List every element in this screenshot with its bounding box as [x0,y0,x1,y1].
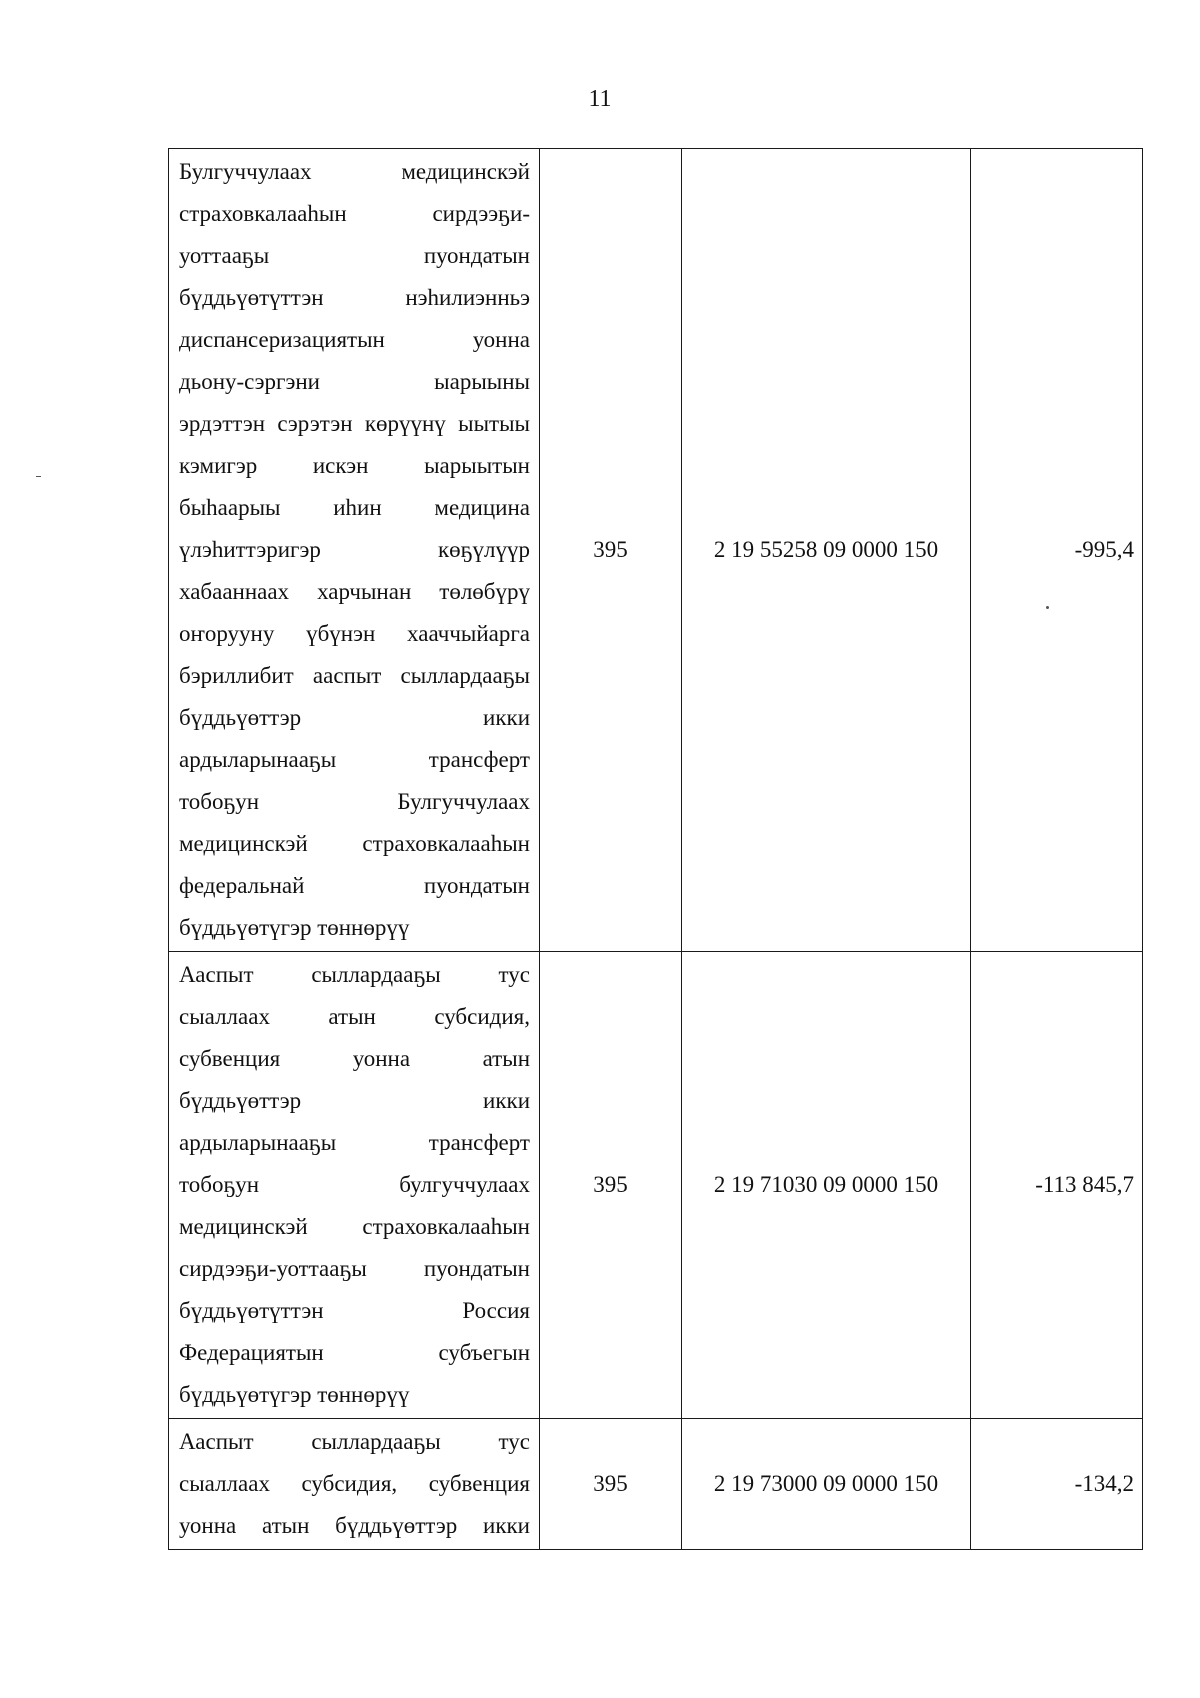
amount-cell: -995,4 [971,149,1143,952]
amount-cell: -113 845,7 [971,952,1143,1419]
table-row [169,952,1143,1419]
description-line: тобоҕун булгуччулаах [179,1172,530,1197]
description-line: бэриллибит ааспыт сыллардааҕы [179,663,530,688]
description-line: бүддьүөтүгэр төннөрүү [179,1382,410,1407]
description-line: сыаллаах субсидия, субвенция [179,1471,530,1496]
table-row [169,149,1143,952]
description-line: ардыларынааҕы трансферт [179,747,530,772]
admin-code-cell: 395 [540,1419,682,1550]
description-line: оҥорууну үбүнэн хааччыйарга [179,621,530,646]
description-line: үлэһиттэригэр көҕүлүүр [179,537,530,562]
description-cell [169,952,540,1419]
description-line: бүддьүөттэр икки [179,705,530,730]
description-line: сирдээҕи-уоттааҕы пуондатын [179,1256,530,1281]
budget-code-cell: 2 19 71030 09 0000 150 [682,952,971,1419]
scan-mark [1046,606,1049,609]
table-body [169,149,1143,1550]
description-line: дьону-сэргэни ыарыыны [179,369,530,394]
budget-code-cell: 2 19 55258 09 0000 150 [682,149,971,952]
description-line: уоттааҕы пуондатын [179,243,530,268]
page-number: 11 [588,86,612,112]
admin-code-cell: 395 [540,952,682,1419]
description-line: бүддьүөтүгэр төннөрүү [179,915,410,940]
description-line: бүддьүөттэр икки [179,1088,530,1113]
description-line: быһаарыы иһин медицина [179,495,530,520]
description-line: медицинскэй страховкалааһын [179,831,530,856]
description-line: бүддьүөтүттэн Россия [179,1298,530,1323]
description-line: диспансеризациятын уонна [179,327,530,352]
description-line: Булгуччулаах медицинскэй [179,159,530,184]
amount-cell: -134,2 [971,1419,1143,1550]
budget-table [168,148,1143,1550]
scan-mark [36,476,41,477]
description-cell [169,149,540,952]
description-line: уонна атын бүддьүөттэр икки [179,1513,530,1538]
description-line: страховкалааһын сирдээҕи- [179,201,530,226]
table-row [169,1419,1143,1550]
description-line: тобоҕун Булгуччулаах [179,789,530,814]
description-line: эрдэттэн сэрэтэн көрүүнү ыытыы [179,411,530,436]
description-line: Федерациятын субъегын [179,1340,530,1365]
description-cell [169,1419,540,1550]
description-line: хабааннаах харчынан төлөбүрү [179,579,530,604]
description-line: субвенция уонна атын [179,1046,530,1071]
description-line: бүддьүөтүттэн нэһилиэнньэ [179,285,530,310]
description-line: федеральнай пуондатын [179,873,530,898]
description-line: сыаллаах атын субсидия, [179,1004,530,1029]
description-line: кэмигэр искэн ыарыытын [179,453,530,478]
budget-code-cell: 2 19 73000 09 0000 150 [682,1419,971,1550]
description-line: ардыларынааҕы трансферт [179,1130,530,1155]
description-line: Ааспыт сыллардааҕы тус [179,1429,530,1454]
description-line: медицинскэй страховкалааһын [179,1214,530,1239]
description-line: Ааспыт сыллардааҕы тус [179,962,530,987]
admin-code-cell: 395 [540,149,682,952]
